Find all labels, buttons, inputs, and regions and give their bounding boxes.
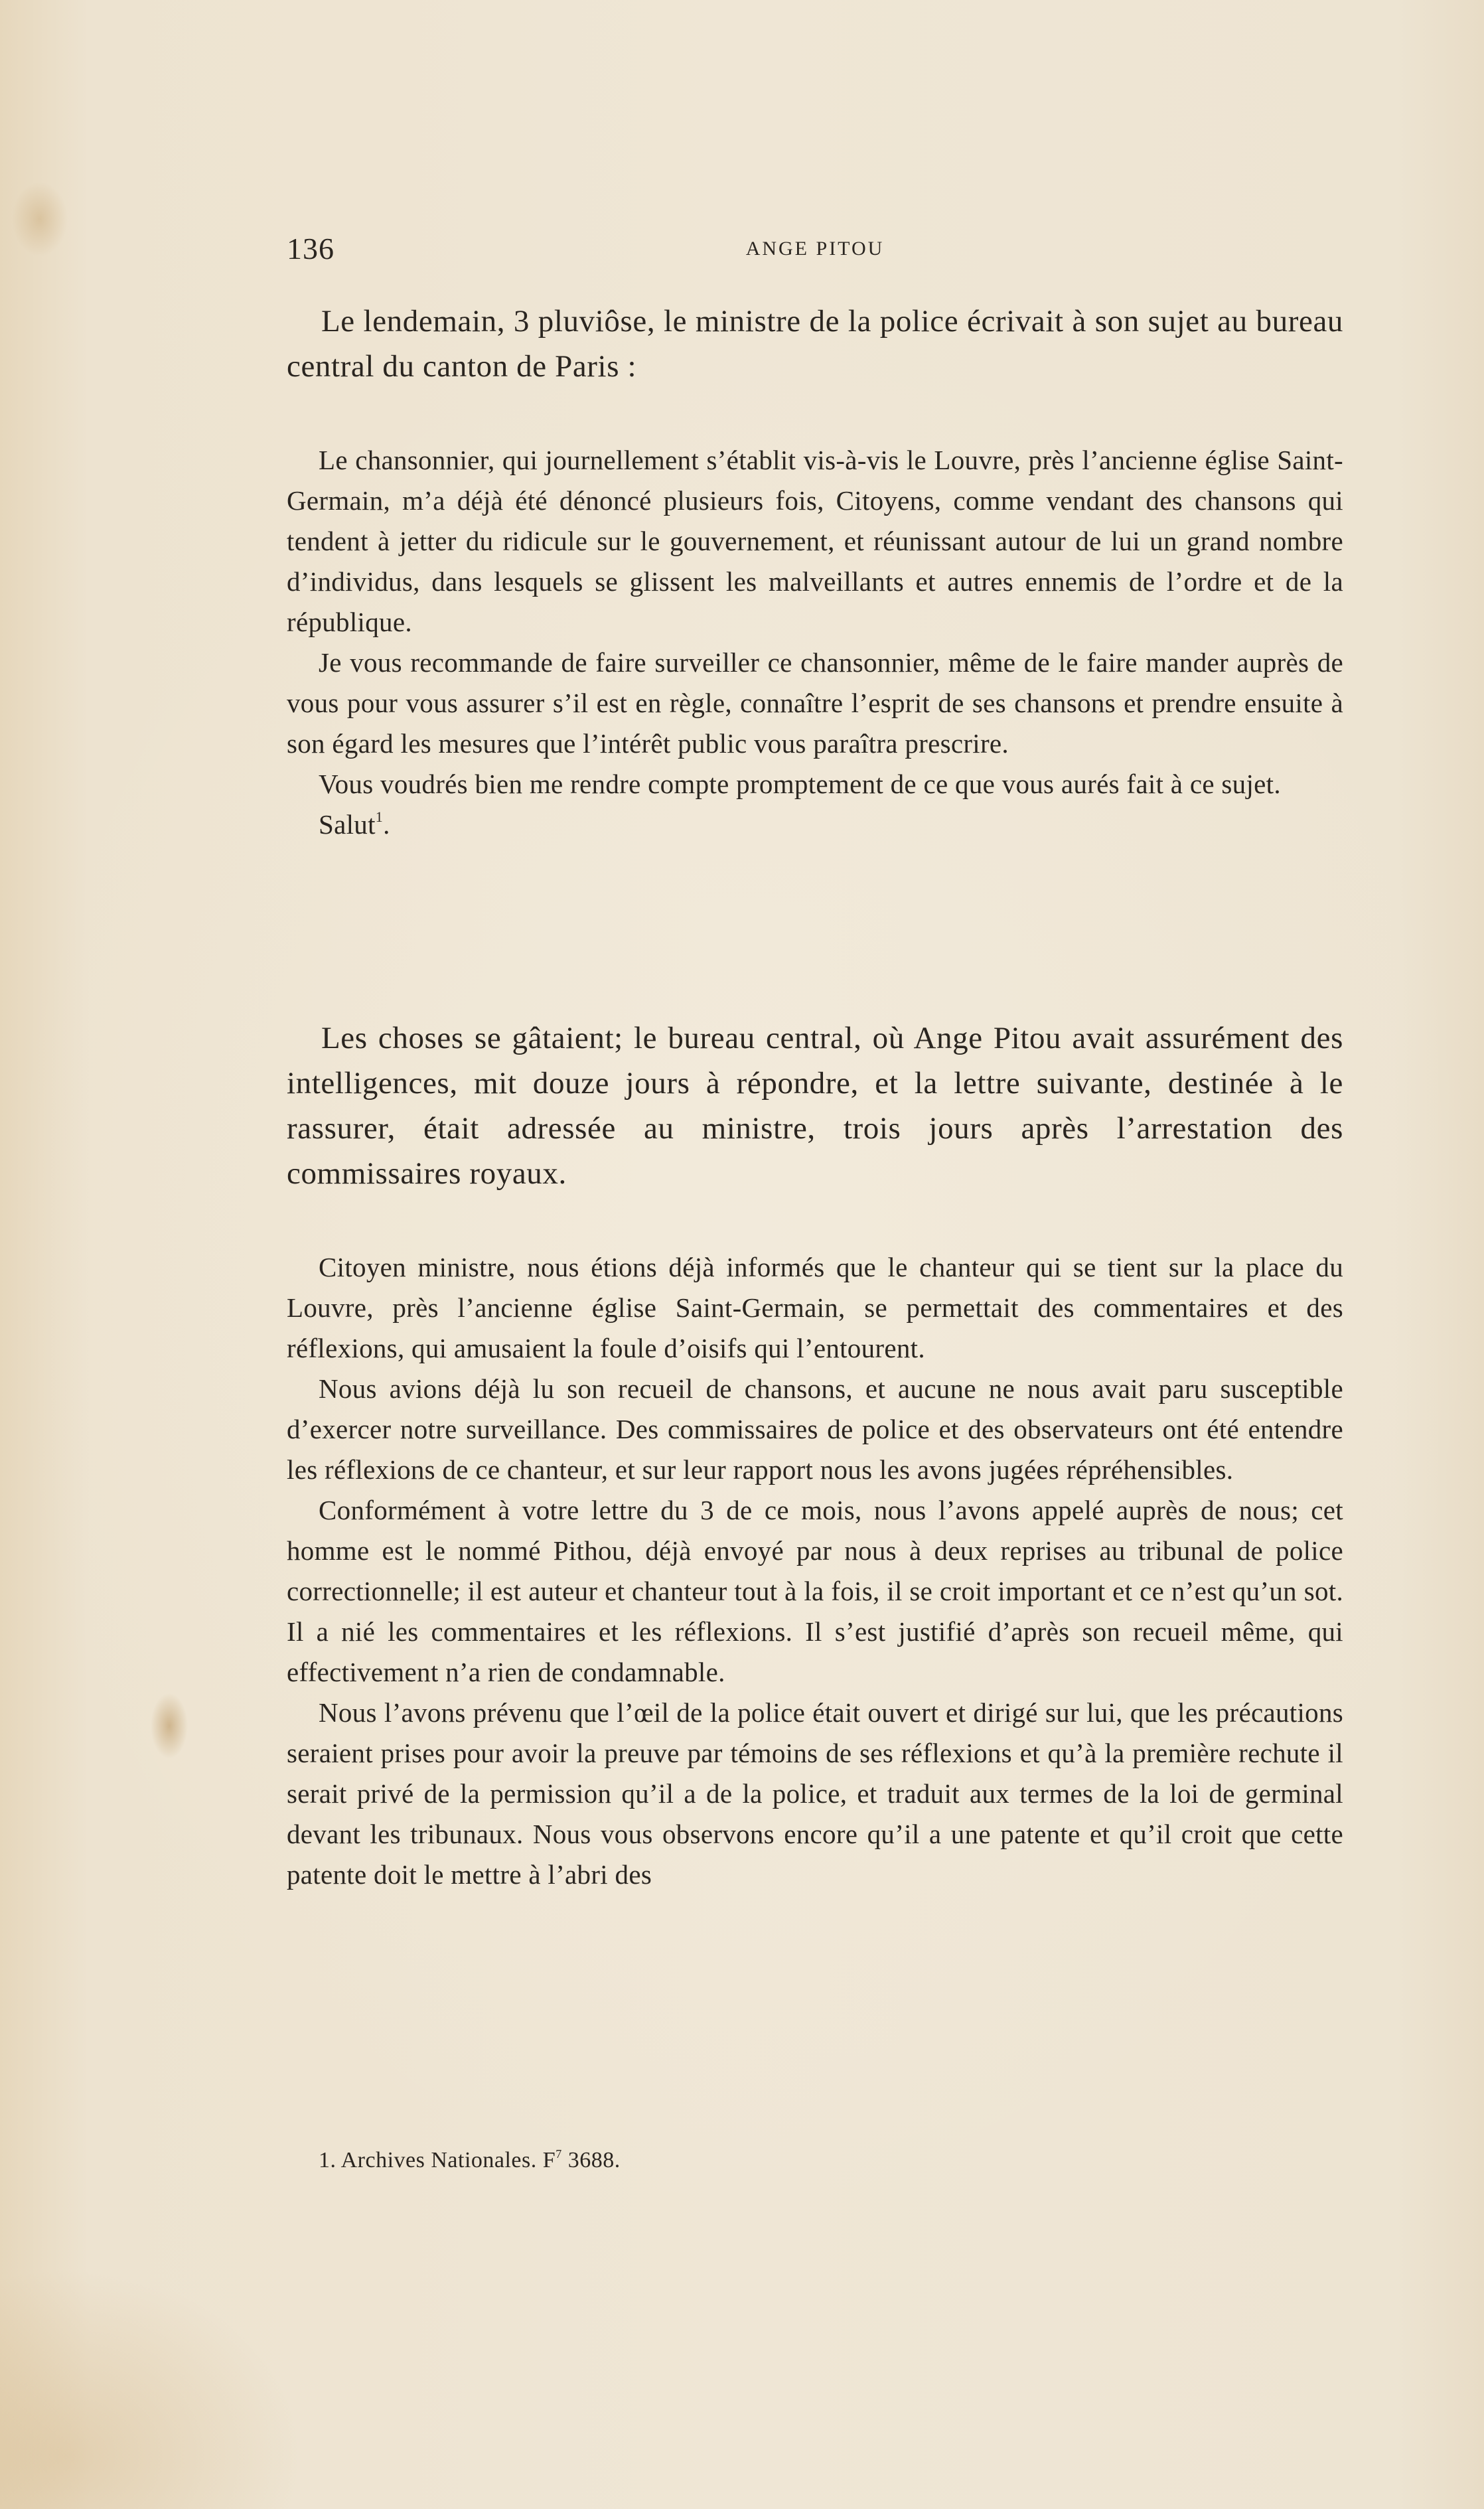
footnote-series: F bbox=[542, 2148, 556, 2172]
first-letter-paragraph: Je vous recommande de faire surveiller ce chansonnier, même de le faire mander auprès de vous pour vous assurer s’il est en règle, connaître l’esprit de ses chansons et prendre ensuite à son égard les mesures que l’intérêt public vous paraîtra prescrire. bbox=[287, 647, 1343, 759]
closing-punct: . bbox=[383, 809, 390, 840]
intro-paragraph-block bbox=[287, 299, 1343, 389]
page-number: 136 bbox=[287, 232, 334, 266]
second-letter-paragraph: Citoyen ministre, nous étions déjà informés que le chanteur qui se tient sur la place du Louvre, près l’ancienne église Saint-Germain, se permettait des commentaires et des réflexions, qui amusaient la foule d’oisifs qui l’entourent. bbox=[287, 1252, 1343, 1363]
running-title: ANGE PITOU bbox=[745, 238, 885, 260]
first-letter-quote bbox=[287, 440, 1343, 845]
footnote-reference[interactable]: 1 bbox=[375, 808, 384, 825]
intro-paragraph: Le lendemain, 3 pluviôse, le ministre de la police écrivait à son sujet au bureau central du canton de Paris : bbox=[287, 304, 1343, 384]
footnote-series-sup: 7 bbox=[556, 2147, 562, 2161]
footnote bbox=[319, 2148, 621, 2173]
narrative-paragraph-block bbox=[287, 1016, 1343, 1196]
letter-closing bbox=[287, 804, 1343, 845]
second-letter-paragraph: Nous avions déjà lu son recueil de chansons, et aucune ne nous avait paru susceptible d’exercer notre surveillance. Des commissaires de police et des observateurs ont été entendre les réflexions de ce chanteur, et sur leur rapport nous les avons jugées répréhensibles. bbox=[287, 1373, 1343, 1485]
closing-text: Salut bbox=[319, 809, 376, 840]
first-letter-paragraph: Le chansonnier, qui journellement s’établit vis-à-vis le Louvre, près l’ancienne église Saint-Germain, m’a déjà été dénoncé plusieurs fois, Citoyens, comme vendant des chansons qui tendent à jetter du ridicule sur le gouvernement, et réunissant autour de lui un grand nombre d’individus, dans lesquels se glissent les malveillants et autres ennemis de l’ordre et de la république. bbox=[287, 445, 1343, 637]
narrative-paragraph: Les choses se gâtaient; le bureau central, où Ange Pitou avait assurément des intelligences, mit douze jours à répondre, et la lettre suivante, destinée à le rassurer, était adressée au ministre, trois jours après l’arrestation des commissaires royaux. bbox=[287, 1021, 1343, 1191]
footnote-source: Archives Nationales. bbox=[340, 2148, 537, 2172]
running-head bbox=[287, 231, 1343, 264]
second-letter-quote bbox=[287, 1247, 1343, 1895]
first-letter-paragraph: Vous voudrés bien me rendre compte promptement de ce que vous aurés fait à ce sujet. bbox=[319, 769, 1281, 799]
second-letter-paragraph: Conformément à votre lettre du 3 de ce mois, nous l’avons appelé auprès de nous; cet homme est le nommé Pithou, déjà envoyé par nous à deux reprises au tribunal de police correctionnelle; il est auteur et chanteur tout à la fois, il se croit important et ce n’est qu’un sot. Il a nié les commentaires et les réflexions. Il s’est justifié d’après son recueil même, qui effectivement n’a rien de condamnable. bbox=[287, 1495, 1343, 1687]
second-letter-paragraph: Nous l’avons prévenu que l’œil de la police était ouvert et dirigé sur lui, que les précautions seraient prises pour avoir la preuve par témoins de ses réflexions et qu’à la première rechute il serait privé de la permission qu’il a de la police, et traduit aux termes de la loi de germinal devant les tribunaux. Nous vous observons encore qu’il a une patente et qu’il croit que cette patente doit le mettre à l’abri des bbox=[287, 1697, 1343, 1890]
footnote-call-number: 3688. bbox=[567, 2148, 621, 2172]
footnote-number: 1. bbox=[319, 2148, 336, 2172]
